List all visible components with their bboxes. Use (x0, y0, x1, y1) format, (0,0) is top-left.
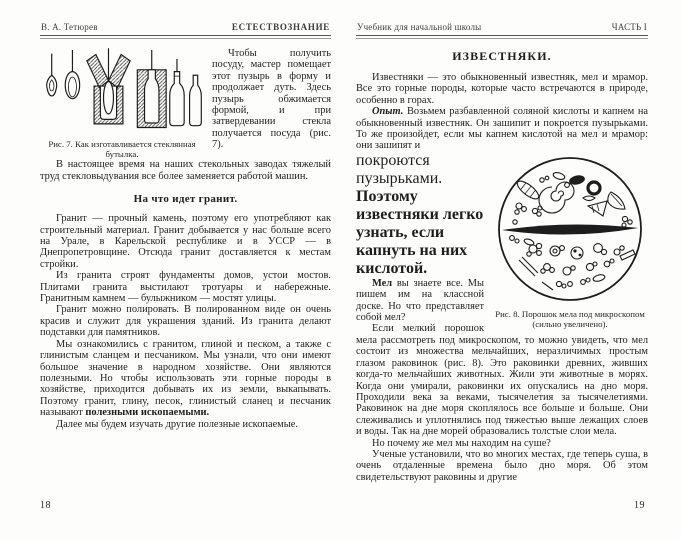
experiment-bold: Поэтому известняки легко узнать, если капнуть на них кислотой. (356, 187, 484, 277)
running-head-right (356, 22, 648, 39)
paragraph-glass-machines: В настоящее время на наших стекольных заводах тяжелый труд стекловыдувания все более заменяется работой машин. (40, 159, 331, 182)
header-author: В. А. Тетюрев (41, 22, 98, 32)
chalk-label: Мел (372, 277, 393, 289)
page-18 (40, 22, 331, 430)
running-head-left (40, 22, 331, 39)
experiment-text-1: Возьмем разбавленной соляной кислоты и капнем на обыкновенный известняк. Он зашипит и покроется пузырьками. То же произойдет, если мы капнем кислотой на мел и мрамор: они зашипят и (356, 106, 648, 152)
paragraph-granite-4-text: Мы ознакомились с гранитом, глиной и песком, а также с глинистым сланцем и песчаником. Мы узнали, что они имеют большое значение в народном хозяйстве. Они являются полезными. Но чтобы использовать эти горные породы в хозяйстве, приходится добывать их из земли, выкапывать. Поэтому гранит, глину, песок, глинистый сланец и песчаник называют (40, 338, 331, 419)
header-rule (356, 35, 648, 39)
header-subtitle: Учебник для начальной школы (357, 22, 482, 32)
experiment-label: Опыт. (372, 106, 404, 118)
paragraph-granite-3: Гранит можно полировать. В полированном виде он очень красив и служит для украшения зданий. Из гранита делают подставки для памятников. (40, 304, 331, 339)
experiment-text-2: покроются пузырьками. (356, 151, 443, 187)
page-number-18: 18 (40, 500, 51, 511)
paragraph-glass-wrap: Чтобы получить посуду, мастер помещает этот пузырь в форму и продолжает дуть. Здесь пузырь обжимается формой, и при затвердевании стекла получается посуда (рис. 7). (212, 48, 331, 151)
paragraph-granite-4 (40, 339, 331, 419)
figure7-row (40, 48, 331, 159)
paragraph-limestone-1: Известняки — это обыкновенный известняк, мел и мрамор. Все это горные породы, которые часто встречаются в природе, особенно в горах. (356, 72, 648, 106)
paragraph-chalk-4: Ученые установили, что во многих местах, где теперь суша, в очень отдаленные времена было дно моря. Об этом свидетельствуют раковины и другие (356, 448, 648, 483)
chalk-microscope-figure-illustration (495, 154, 645, 304)
figure7 (40, 48, 204, 159)
paragraph-granite-2: Из гранита строят фундаменты домов, устои мостов. Плитами гранита выстилают тротуары и набережные. Гранитным камнем — булыжником — мостят улицы. (40, 270, 331, 305)
paragraph-granite-5: Далее мы будем изучать другие полезные ископаемые. (56, 418, 298, 430)
paragraph-chalk-2: Если мелкий порошок мела рассмотреть под микроскопом, то можно увидеть, что мел состоит из множества мельчайших, неразличимых простым глазом раковинок (рис. 8). Это раковинки древних, живших когда-то мельчайших животных. Жили эти животные в морях. Когда они умирали, раковинки их опускались на дно моря. Проходили века за веками, тысячелетия за тысячелетиями. Раковинок на дне моря скоплялось все больше и больше. Они слеживались и уплотнялись под тяжестью выше лежащих слоев и воды. Так на дне морей образовались толстые слои мела. (356, 323, 648, 438)
granite-heading: На что идет гранит. (133, 193, 238, 206)
page-19 (356, 22, 648, 483)
figure8-caption: Рис. 8. Порошок мела под микроскопом (сильно увеличено). (495, 308, 645, 330)
header-rule (40, 35, 331, 39)
paragraph-experiment (356, 106, 648, 152)
glassblowing-figure-illustration (40, 48, 204, 134)
header-part: ЧАСТЬ I (611, 22, 647, 32)
minerals-bold-term: полезными ископаемыми. (85, 407, 210, 419)
figure7-caption: Рис. 7. Как изготавливается стеклянная бутылка. (48, 139, 196, 160)
limestone-title: ИЗВЕСТНЯКИ. (452, 49, 552, 63)
figure8 (492, 154, 648, 329)
page-number-19: 19 (634, 500, 645, 511)
chalk-text-1: вы знаете все. Мы пишем им на классной доске. Но что представляет собой мел? (356, 277, 484, 324)
paragraph-chalk-3: Но почему же мел мы находим на суше? (372, 437, 551, 449)
paragraph-granite-1: Гранит — прочный камень, поэтому его употребляют как строительный материал. Гранит добывается у нас больше всего на Урале, в Карельской республике и в УССР — в Днепропетровщине. Отсюда гранит доставляется к местам стройки. (40, 213, 331, 270)
header-book-title: ЕСТЕСТВОЗНАНИЕ (231, 22, 330, 32)
